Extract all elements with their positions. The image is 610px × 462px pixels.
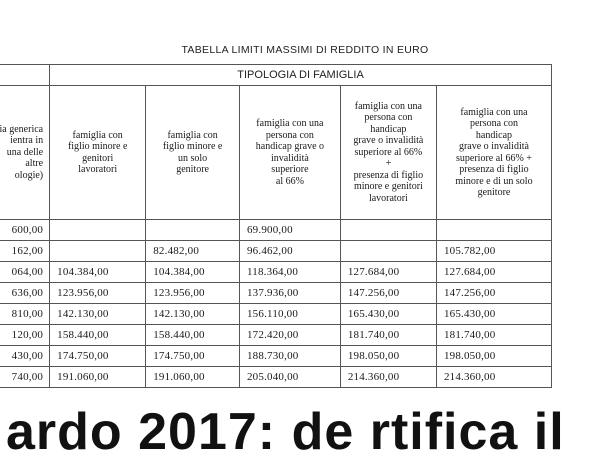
table-cell: 740,00 bbox=[0, 367, 50, 388]
table-cell: 191.060,00 bbox=[146, 367, 240, 388]
table-cell: 214.360,00 bbox=[436, 367, 551, 388]
table-cell: 123.956,00 bbox=[50, 283, 146, 304]
table-row bbox=[0, 325, 552, 346]
table-cell bbox=[146, 220, 240, 241]
table-cell: 810,00 bbox=[0, 304, 50, 325]
table-row bbox=[0, 241, 552, 262]
table-cell: 142.130,00 bbox=[50, 304, 146, 325]
table-row bbox=[0, 346, 552, 367]
table-cell bbox=[340, 220, 436, 241]
table-title: TABELLA LIMITI MASSIMI DI REDDITO IN EURO bbox=[181, 44, 429, 56]
table-cell: 191.060,00 bbox=[50, 367, 146, 388]
group-header: TIPOLOGIA DI FAMIGLIA bbox=[50, 65, 552, 86]
table-cell: 600,00 bbox=[0, 220, 50, 241]
table-cell: 636,00 bbox=[0, 283, 50, 304]
table-cell: 104.384,00 bbox=[146, 262, 240, 283]
table-row bbox=[0, 283, 552, 304]
table-cell: 165.430,00 bbox=[340, 304, 436, 325]
column-header-5: famiglia con una persona con handicap grave o invalidità superiore al 66% + presenza di figlio minore e genitori lavoratori bbox=[340, 86, 436, 220]
table-cell: 137.936,00 bbox=[239, 283, 340, 304]
table-cell: 127.684,00 bbox=[436, 262, 551, 283]
table-cell: 174.750,00 bbox=[50, 346, 146, 367]
table-cell: 127.684,00 bbox=[340, 262, 436, 283]
table-cell: 147.256,00 bbox=[436, 283, 551, 304]
table-cell: 156.110,00 bbox=[239, 304, 340, 325]
table-cell bbox=[50, 241, 146, 262]
table-cell: 123.956,00 bbox=[146, 283, 240, 304]
table-cell: 430,00 bbox=[0, 346, 50, 367]
table-cell bbox=[340, 241, 436, 262]
column-header-4: famiglia con una persona con handicap grave o invalidità superiore al 66% bbox=[239, 86, 340, 220]
table-cell: 172.420,00 bbox=[239, 325, 340, 346]
table-cell bbox=[50, 220, 146, 241]
table-cell: 205.040,00 bbox=[239, 367, 340, 388]
table-cell: 82.482,00 bbox=[146, 241, 240, 262]
table-cell: 174.750,00 bbox=[146, 346, 240, 367]
column-header-6: famiglia con una persona con handicap grave o invalidità superiore al 66% + presenza di figlio minore e di un solo genitore bbox=[436, 86, 551, 220]
table-row bbox=[0, 304, 552, 325]
table-cell: 198.050,00 bbox=[436, 346, 551, 367]
table-cell: 214.360,00 bbox=[340, 367, 436, 388]
table-cell: 188.730,00 bbox=[239, 346, 340, 367]
table-cell: 181.740,00 bbox=[340, 325, 436, 346]
table-cell bbox=[436, 220, 551, 241]
article-text-cutoff: ardo 2017: de rtifica il bbox=[6, 403, 565, 461]
table-cell: 198.050,00 bbox=[340, 346, 436, 367]
table-cell: 69.900,00 bbox=[239, 220, 340, 241]
table-cell: 96.462,00 bbox=[239, 241, 340, 262]
income-limits-table bbox=[0, 64, 552, 388]
table-cell: 165.430,00 bbox=[436, 304, 551, 325]
table-row bbox=[0, 367, 552, 388]
table-cell: 105.782,00 bbox=[436, 241, 551, 262]
table-cell: 162,00 bbox=[0, 241, 50, 262]
table-cell: 064,00 bbox=[0, 262, 50, 283]
table-cell: 147.256,00 bbox=[340, 283, 436, 304]
table-cell: 158.440,00 bbox=[146, 325, 240, 346]
column-header-2: famiglia con figlio minore e genitori lavoratori bbox=[50, 86, 146, 220]
column-header-3: famiglia con figlio minore e un solo genitore bbox=[146, 86, 240, 220]
table-cell: 142.130,00 bbox=[146, 304, 240, 325]
table-row bbox=[0, 220, 552, 241]
column-header-1: ia generica ientra in una delle altre ologie) bbox=[0, 86, 50, 220]
table-cell: 181.740,00 bbox=[436, 325, 551, 346]
table-cell: 118.364,00 bbox=[239, 262, 340, 283]
table-cell: 104.384,00 bbox=[50, 262, 146, 283]
table-cell: 120,00 bbox=[0, 325, 50, 346]
table-row bbox=[0, 262, 552, 283]
table-cell: 158.440,00 bbox=[50, 325, 146, 346]
